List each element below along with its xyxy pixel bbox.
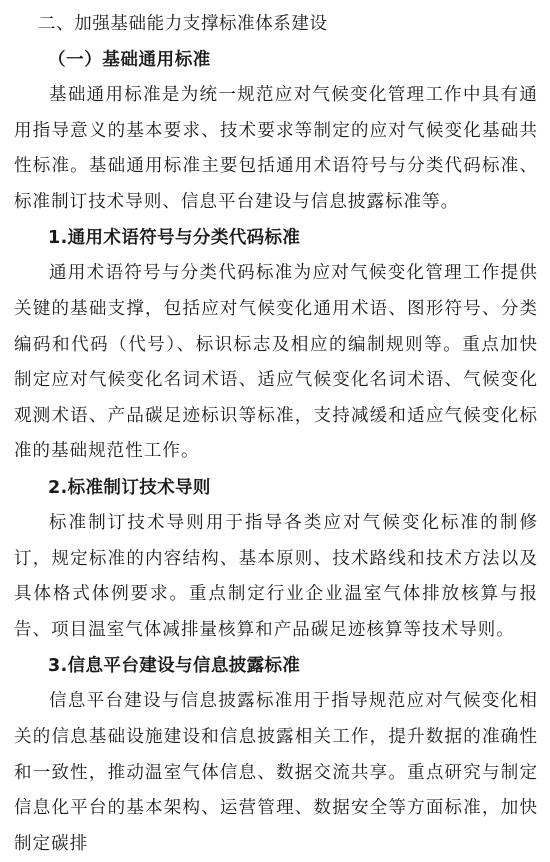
item-heading-3: 3.信息平台建设与信息披露标准: [48, 656, 301, 677]
item-heading-2: 2.标准制订技术导则: [48, 477, 211, 498]
intro-paragraph: 基础通用标准是为统一规范应对气候变化管理工作中具有通用指导意义的基本要求、技术要求等制定的应对气候变化基础共性标准。基础通用标准主要包括通用术语符号与分类代码标准、标准制订技术导则、信息平台建设与信息披露标准等。: [14, 85, 538, 212]
item-paragraph-3: 信息平台建设与信息披露标准用于指导规范应对气候变化相关的信息基础设施建设和信息披露相关工作，提升数据的准确性和一致性，推动温室气体信息、数据交流共享。重点研究与制定信息化平台的基本架构、运营管理、数据安全等方面标准，加快制定碳排: [14, 691, 538, 854]
section-heading: 二、加强基础能力支撑标准体系建设: [38, 14, 328, 34]
subsection-heading: （一）基础通用标准: [48, 50, 211, 70]
item-paragraph-2: 标准制订技术导则用于指导各类应对气候变化标准的制修订，规定标准的内容结构、基本原则、技术路线和技术方法以及具体格式体例要求。重点制定行业企业温室气体排放核算与报告、项目温室气体减排量核算和产品碳足迹核算等技术导则。: [14, 512, 538, 640]
item-heading-1: 1.通用术语符号与分类代码标准: [48, 228, 301, 249]
item-paragraph-1: 通用术语符号与分类代码标准为应对气候变化管理工作提供关键的基础支撑，包括应对气候变化通用术语、图形符号、分类编码和代码（代号）、标识标志及相应的编制规则等。重点加快制定应对气候变化名词术语、适应气候变化名词术语、气候变化观测术语、产品碳足迹标识等标准，支持减缓和适应气候变化标准的基础规范性工作。: [14, 263, 538, 462]
